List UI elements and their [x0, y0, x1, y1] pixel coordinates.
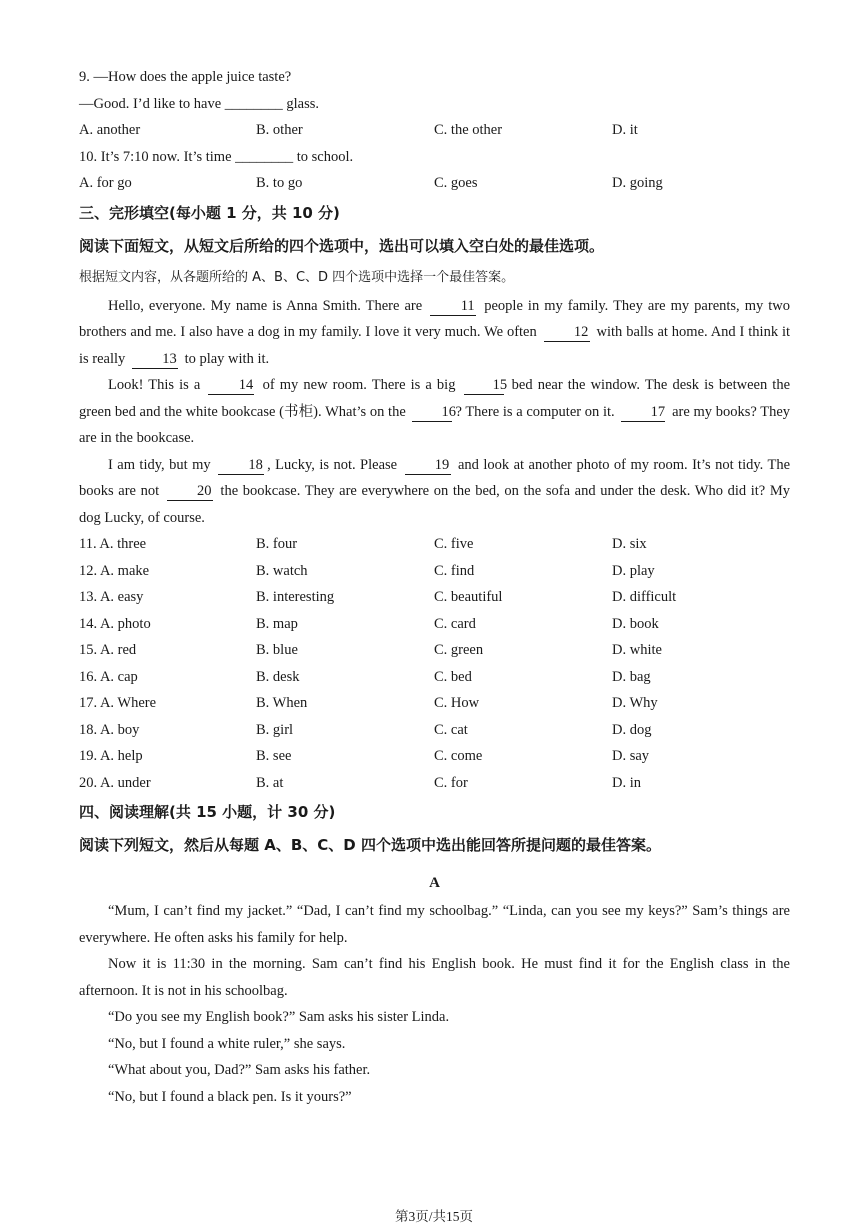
- blank-12: 12: [544, 323, 590, 342]
- option-b: B. blue: [256, 642, 298, 658]
- reading-paragraph: “No, but I found a white ruler,” she says.: [108, 1035, 346, 1052]
- option-c: C. How: [434, 695, 480, 711]
- blank-20: 20: [167, 482, 213, 501]
- blank-16: 16: [412, 403, 452, 422]
- option-a: 19. A. help: [79, 748, 143, 764]
- question-9-stem: 9. —How does the apple juice taste?: [79, 69, 292, 85]
- option-b: B. at: [256, 774, 284, 791]
- cloze-question-15: [79, 637, 790, 664]
- option-b: B. interesting: [256, 589, 335, 605]
- option-c: C. the other: [434, 122, 503, 138]
- option-b: B. map: [256, 615, 298, 632]
- cloze-question-11: [79, 531, 790, 558]
- option-c: C. cat: [434, 721, 468, 738]
- option-b: B. desk: [256, 668, 300, 685]
- text: of my new room. There is a big: [262, 377, 456, 393]
- cloze-question-20: [79, 770, 790, 797]
- text: with balls at home. And I think it is really: [79, 324, 791, 367]
- option-b: B. see: [256, 748, 292, 764]
- option-c: C. bed: [434, 668, 472, 685]
- option-d: D. it: [612, 122, 638, 138]
- option-a: A. another: [79, 122, 141, 138]
- reading-paragraph: “What about you, Dad?” Sam asks his father.: [108, 1062, 371, 1078]
- option-b: B. to go: [256, 175, 303, 191]
- blank-14: 14: [208, 376, 254, 395]
- blank-18: 18: [218, 456, 264, 475]
- cloze-question-18: [79, 717, 790, 744]
- option-d: D. going: [612, 175, 663, 191]
- option-c: C. green: [434, 642, 484, 658]
- reading-paragraph: “Do you see my English book?” Sam asks his sister Linda.: [108, 1009, 450, 1025]
- text: and look at another photo of my room. It’s not tidy. The books are not: [79, 456, 791, 499]
- cloze-question-16: [79, 664, 790, 691]
- text: I am tidy, but my: [108, 456, 211, 473]
- question-10-stem: 10. It’s 7:10 now. It’s time ________ to school.: [79, 148, 354, 165]
- text: , Lucky, is not. Please: [267, 456, 398, 473]
- option-c: C. come: [434, 748, 483, 764]
- option-d: D. dog: [612, 721, 652, 738]
- text: the bookcase. They are everywhere on the bed, on the sofa and under the desk. Who did it? My dog Lucky, of course.: [79, 483, 791, 526]
- cloze-question-12: [79, 558, 790, 585]
- section-3-note: 根据短文内容，从各题所给的 A、B、C、D 四个选项中选择一个最佳答案。: [79, 269, 515, 285]
- option-c: C. card: [434, 615, 476, 632]
- section-3-instruction: 阅读下面短文，从短文后所给的四个选项中，选出可以填入空白处的最佳选项。: [79, 236, 605, 255]
- option-a: A. for go: [79, 175, 132, 191]
- question-9-response: —Good. I’d like to have ________ glass.: [79, 95, 320, 112]
- option-a: 20. A. under: [79, 774, 151, 791]
- page-number: 第3页/共15页: [394, 1209, 473, 1224]
- option-d: D. play: [612, 562, 655, 579]
- text: Look! This is a: [108, 377, 201, 393]
- option-a: 13. A. easy: [79, 589, 144, 605]
- reading-paragraph: “Mum, I can’t find my jacket.” “Dad, I can’t find my schoolbag.” “Linda, can you see my keys?” Sam’s things are everywhere. He often asks his family for help.: [79, 903, 790, 946]
- section-4-title: 四、阅读理解(共 15 小题，计 30 分): [79, 803, 336, 821]
- cloze-question-13: [79, 584, 790, 611]
- option-d: D. in: [612, 774, 641, 791]
- option-d: D. white: [612, 642, 662, 658]
- option-a: 17. A. Where: [79, 695, 157, 711]
- cloze-question-19: [79, 743, 790, 770]
- section-4-instruction: 阅读下列短文，然后从每题 A、B、C、D 四个选项中选出能回答所提问题的最佳答案。: [79, 836, 661, 854]
- question-9-options: [79, 117, 790, 144]
- option-b: B. other: [256, 122, 303, 138]
- cloze-paragraph-1: [79, 293, 790, 373]
- text: people in my family. They are my parents, my two brothers and me. I also have a dog in my family. I love it very much. We often: [79, 297, 791, 340]
- text: bed near the window. The desk is between the green bed and the white bookcase (书柜). What’s on the: [79, 377, 791, 420]
- cloze-question-14: [79, 611, 790, 638]
- cloze-paragraph-3: [79, 452, 790, 532]
- blank-13: 13: [132, 350, 178, 369]
- option-a: 18. A. boy: [79, 721, 140, 738]
- option-d: D. book: [612, 615, 659, 632]
- blank-15: 15: [464, 376, 504, 395]
- option-d: D. bag: [612, 668, 651, 685]
- cloze-question-17: [79, 690, 790, 717]
- option-a: 16. A. cap: [79, 668, 138, 685]
- option-d: D. difficult: [612, 589, 677, 605]
- question-10-options: [79, 170, 790, 197]
- option-c: C. find: [434, 562, 475, 579]
- cloze-options: [79, 531, 790, 796]
- section-3-title: 三、完形填空(每小题 1 分，共 10 分): [79, 203, 340, 222]
- text: ? There is a computer on it.: [455, 403, 615, 420]
- option-a: 11. A. three: [79, 536, 147, 552]
- option-b: B. watch: [256, 562, 308, 579]
- blank-11: 11: [430, 297, 476, 316]
- text: Hello, everyone. My name is Anna Smith. There are: [108, 297, 423, 314]
- cloze-paragraph-2: [79, 372, 790, 452]
- option-d: D. Why: [612, 695, 658, 711]
- option-a: 14. A. photo: [79, 615, 151, 632]
- blank-17: 17: [621, 403, 665, 422]
- blank-19: 19: [405, 456, 451, 475]
- option-b: B. girl: [256, 721, 294, 738]
- text: are my books? They are in the bookcase.: [79, 403, 791, 446]
- option-d: D. six: [612, 536, 647, 552]
- option-a: 12. A. make: [79, 562, 150, 579]
- option-c: C. five: [434, 536, 474, 552]
- exam-page: [79, 64, 790, 1110]
- text: to play with it.: [184, 350, 270, 367]
- reading-paragraph: “No, but I found a black pen. Is it yours?”: [108, 1088, 352, 1105]
- option-b: B. four: [256, 536, 298, 552]
- option-b: B. When: [256, 695, 308, 711]
- option-a: 15. A. red: [79, 642, 137, 658]
- option-c: C. for: [434, 774, 468, 791]
- passage-label: A: [429, 875, 440, 891]
- reading-paragraph: Now it is 11:30 in the morning. Sam can’t find his English book. He must find it for the English class in the afternoon. It is not in his schoolbag.: [79, 956, 790, 999]
- option-c: C. goes: [434, 175, 478, 191]
- option-c: C. beautiful: [434, 589, 503, 605]
- option-d: D. say: [612, 748, 650, 764]
